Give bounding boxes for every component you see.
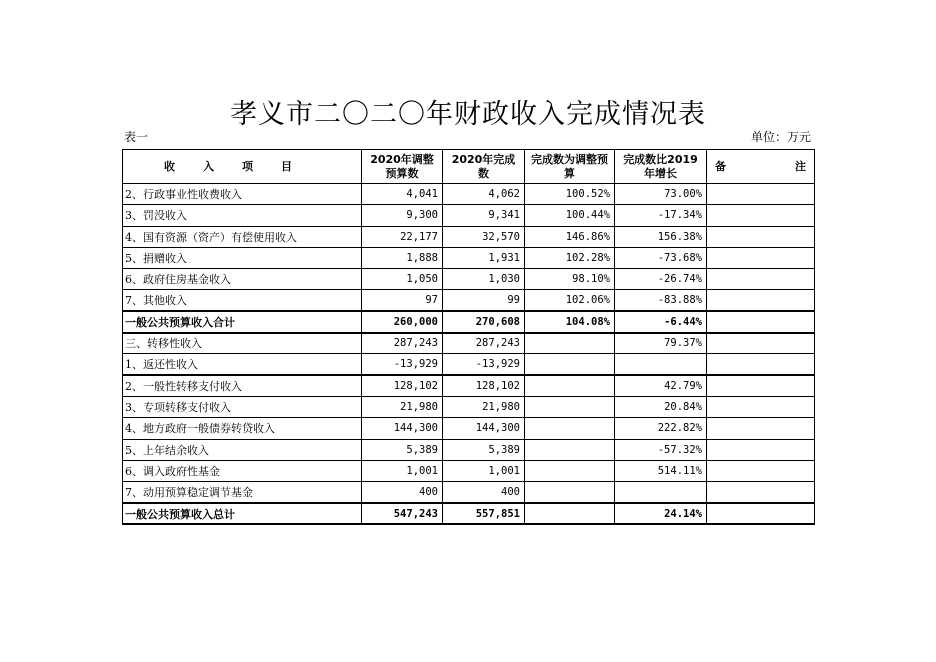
- row-item-name: 一般公共预算收入合计: [123, 311, 362, 332]
- row-ratio-budget: [525, 333, 615, 354]
- row-note: [707, 311, 815, 332]
- row-actual: 4,062: [443, 184, 525, 205]
- row-actual: 1,001: [443, 460, 525, 481]
- table-row: [123, 333, 815, 354]
- row-note: [707, 482, 815, 503]
- row-ratio-budget: [525, 460, 615, 481]
- row-actual: 32,570: [443, 226, 525, 247]
- header-note: 备 注: [707, 150, 815, 184]
- row-budget: 547,243: [362, 503, 443, 524]
- row-budget: 4,041: [362, 184, 443, 205]
- page-title: 孝义市二〇二〇年财政收入完成情况表: [230, 99, 706, 130]
- table-row: [123, 503, 815, 524]
- row-ratio-budget: 98.10%: [525, 269, 615, 290]
- row-budget: 1,001: [362, 460, 443, 481]
- row-ratio-budget: [525, 396, 615, 417]
- table-row: [123, 290, 815, 311]
- table-row: [123, 226, 815, 247]
- row-note: [707, 396, 815, 417]
- row-budget: 21,980: [362, 396, 443, 417]
- row-actual: 270,608: [443, 311, 525, 332]
- row-item-name: 7、其他收入: [123, 290, 362, 311]
- row-ratio-budget: [525, 354, 615, 375]
- row-note: [707, 269, 815, 290]
- header-ratio-2019: 完成数比2019年增长: [615, 150, 707, 184]
- row-budget: 1,888: [362, 247, 443, 268]
- table-row: [123, 184, 815, 205]
- row-ratio-2019: 42.79%: [615, 375, 707, 396]
- row-actual: 144,300: [443, 418, 525, 439]
- row-budget: 22,177: [362, 226, 443, 247]
- row-note: [707, 205, 815, 226]
- row-item-name: 6、政府住房基金收入: [123, 269, 362, 290]
- row-actual: 128,102: [443, 375, 525, 396]
- row-ratio-2019: -17.34%: [615, 205, 707, 226]
- row-item-name: 6、调入政府性基金: [123, 460, 362, 481]
- row-item-name: 1、返还性收入: [123, 354, 362, 375]
- table-header-row: [123, 150, 815, 184]
- header-budget: 2020年调整预算数: [362, 150, 443, 184]
- row-budget: 5,389: [362, 439, 443, 460]
- unit-label: 单位：万元: [750, 130, 811, 144]
- row-ratio-2019: -83.88%: [615, 290, 707, 311]
- table-row: [123, 482, 815, 503]
- row-note: [707, 247, 815, 268]
- row-ratio-2019: 24.14%: [615, 503, 707, 524]
- sheet-label: 表一: [124, 130, 149, 144]
- row-actual: 9,341: [443, 205, 525, 226]
- row-item-name: 5、上年结余收入: [123, 439, 362, 460]
- table-row: [123, 247, 815, 268]
- row-ratio-2019: 156.38%: [615, 226, 707, 247]
- row-budget: 128,102: [362, 375, 443, 396]
- row-item-name: 7、动用预算稳定调节基金: [123, 482, 362, 503]
- table-row: [123, 396, 815, 417]
- row-note: [707, 439, 815, 460]
- row-ratio-2019: [615, 482, 707, 503]
- row-actual: 99: [443, 290, 525, 311]
- row-ratio-2019: 79.37%: [615, 333, 707, 354]
- row-ratio-budget: [525, 439, 615, 460]
- row-ratio-budget: [525, 482, 615, 503]
- header-actual: 2020年完成数: [443, 150, 525, 184]
- table-row: [123, 354, 815, 375]
- row-actual: 557,851: [443, 503, 525, 524]
- row-ratio-2019: 222.82%: [615, 418, 707, 439]
- revenue-table: [122, 149, 815, 525]
- row-item-name: 4、国有资源（资产）有偿使用收入: [123, 226, 362, 247]
- table-row: [123, 418, 815, 439]
- row-note: [707, 354, 815, 375]
- row-actual: 400: [443, 482, 525, 503]
- row-ratio-budget: 102.06%: [525, 290, 615, 311]
- row-note: [707, 226, 815, 247]
- header-ratio-budget: 完成数为调整预算: [525, 150, 615, 184]
- row-budget: 287,243: [362, 333, 443, 354]
- row-note: [707, 290, 815, 311]
- row-ratio-budget: 102.28%: [525, 247, 615, 268]
- row-note: [707, 375, 815, 396]
- row-budget: 97: [362, 290, 443, 311]
- row-actual: 1,931: [443, 247, 525, 268]
- row-note: [707, 460, 815, 481]
- row-budget: -13,929: [362, 354, 443, 375]
- row-budget: 400: [362, 482, 443, 503]
- row-actual: -13,929: [443, 354, 525, 375]
- table-body: [123, 184, 815, 525]
- row-note: [707, 503, 815, 524]
- row-actual: 21,980: [443, 396, 525, 417]
- row-budget: 9,300: [362, 205, 443, 226]
- row-actual: 1,030: [443, 269, 525, 290]
- row-ratio-2019: -73.68%: [615, 247, 707, 268]
- row-ratio-2019: -26.74%: [615, 269, 707, 290]
- row-item-name: 3、罚没收入: [123, 205, 362, 226]
- table-row: [123, 439, 815, 460]
- row-note: [707, 184, 815, 205]
- row-ratio-budget: 146.86%: [525, 226, 615, 247]
- row-item-name: 3、专项转移支付收入: [123, 396, 362, 417]
- row-item-name: 一般公共预算收入总计: [123, 503, 362, 524]
- row-item-name: 三、转移性收入: [123, 333, 362, 354]
- row-budget: 260,000: [362, 311, 443, 332]
- row-note: [707, 333, 815, 354]
- table-row: [123, 375, 815, 396]
- row-ratio-budget: [525, 418, 615, 439]
- row-item-name: 5、捐赠收入: [123, 247, 362, 268]
- row-ratio-2019: 20.84%: [615, 396, 707, 417]
- table-row: [123, 460, 815, 481]
- header-item: 收入项目: [123, 150, 362, 184]
- row-ratio-budget: 100.52%: [525, 184, 615, 205]
- row-ratio-budget: 100.44%: [525, 205, 615, 226]
- row-budget: 1,050: [362, 269, 443, 290]
- row-ratio-2019: 73.00%: [615, 184, 707, 205]
- row-ratio-2019: 514.11%: [615, 460, 707, 481]
- row-ratio-budget: [525, 375, 615, 396]
- row-item-name: 2、行政事业性收费收入: [123, 184, 362, 205]
- row-item-name: 4、地方政府一般债券转贷收入: [123, 418, 362, 439]
- row-actual: 287,243: [443, 333, 525, 354]
- row-item-name: 2、一般性转移支付收入: [123, 375, 362, 396]
- row-ratio-2019: [615, 354, 707, 375]
- row-ratio-budget: 104.08%: [525, 311, 615, 332]
- table-row: [123, 269, 815, 290]
- table-row: [123, 311, 815, 332]
- row-budget: 144,300: [362, 418, 443, 439]
- table-row: [123, 205, 815, 226]
- row-note: [707, 418, 815, 439]
- row-ratio-2019: -57.32%: [615, 439, 707, 460]
- row-ratio-budget: [525, 503, 615, 524]
- row-actual: 5,389: [443, 439, 525, 460]
- row-ratio-2019: -6.44%: [615, 311, 707, 332]
